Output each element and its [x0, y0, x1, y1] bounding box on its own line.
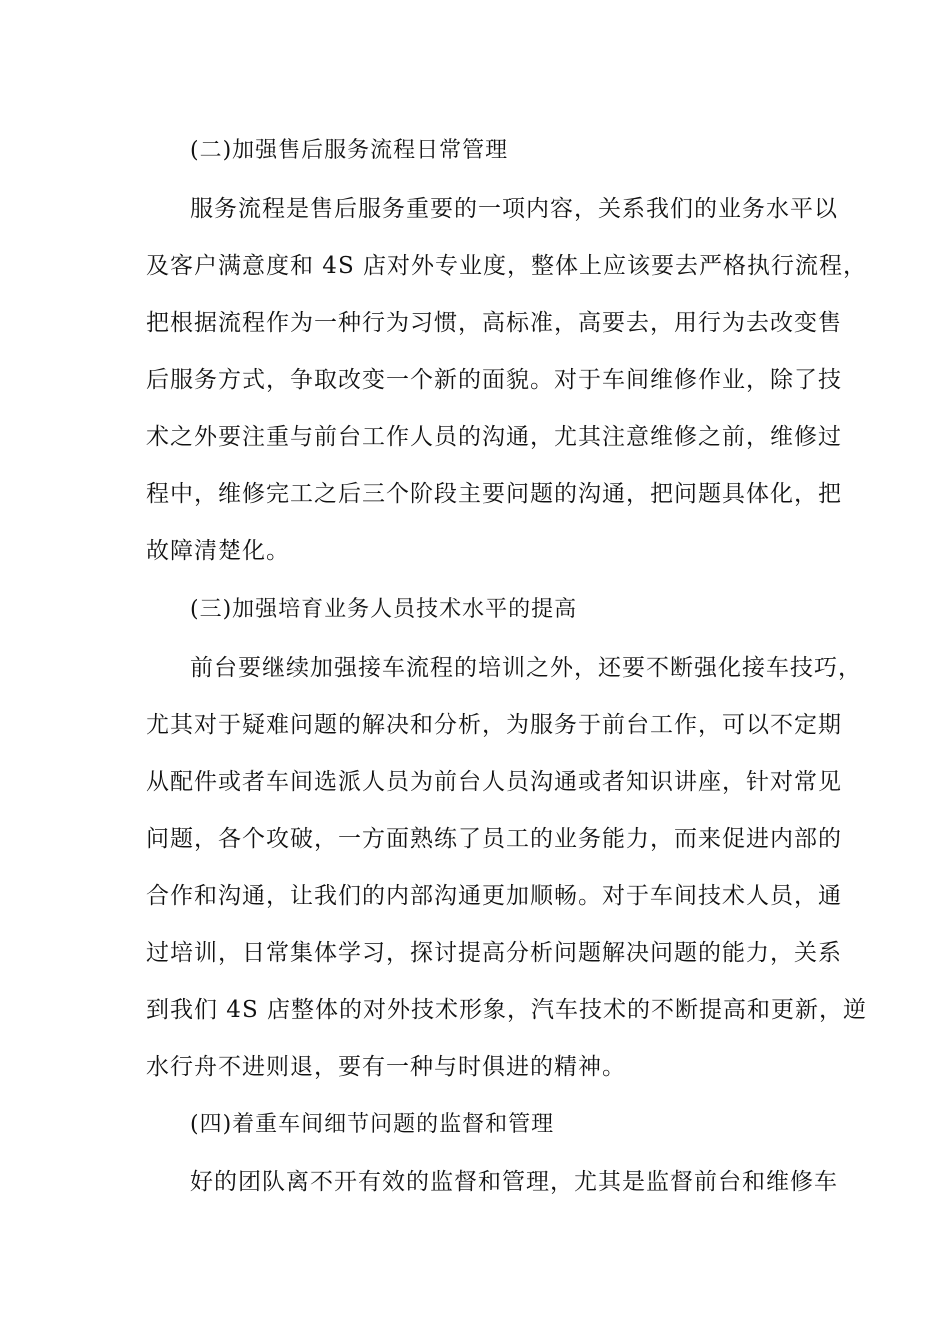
- section-heading-3: (三)加强培育业务人员技术水平的提高: [190, 597, 578, 622]
- paragraph-line: 过培训，日常集体学习，探讨提高分析问题解决问题的能力，关系: [146, 940, 842, 966]
- paragraph-line: 好的团队离不开有效的监督和管理，尤其是监督前台和维修车: [190, 1169, 838, 1195]
- section-heading-2: (二)加强售后服务流程日常管理: [190, 138, 509, 163]
- paragraph-line: 水行舟不进则退，要有一种与时俱进的精神。: [146, 1054, 626, 1080]
- paragraph-line: 把根据流程作为一种行为习惯，高标准，高要去，用行为去改变售: [146, 310, 842, 336]
- paragraph-line: 前台要继续加强接车流程的培训之外，还要不断强化接车技巧，: [190, 655, 862, 681]
- section-heading-4: (四)着重车间细节问题的监督和管理: [190, 1112, 555, 1137]
- paragraph-line: 术之外要注重与前台工作人员的沟通，尤其注意维修之前，维修过: [146, 424, 842, 450]
- paragraph-line: 服务流程是售后服务重要的一项内容，关系我们的业务水平以: [190, 196, 838, 222]
- paragraph-line: 及客户满意度和 4S 店对外专业度，整体上应该要去严格执行流程，: [146, 253, 868, 279]
- paragraph-line: 到我们 4S 店整体的对外技术形象，汽车技术的不断提高和更新，逆: [146, 997, 868, 1023]
- paragraph-line: 尤其对于疑难问题的解决和分析，为服务于前台工作，可以不定期: [146, 712, 842, 738]
- paragraph-line: 从配件或者车间选派人员为前台人员沟通或者知识讲座，针对常见: [146, 769, 842, 795]
- paragraph-line: 故障清楚化。: [146, 538, 290, 564]
- paragraph-line: 程中，维修完工之后三个阶段主要问题的沟通，把问题具体化，把: [146, 481, 842, 507]
- paragraph-line: 后服务方式，争取改变一个新的面貌。对于车间维修作业，除了技: [146, 367, 842, 393]
- paragraph-line: 问题，各个攻破，一方面熟练了员工的业务能力，而来促进内部的: [146, 826, 842, 852]
- paragraph-line: 合作和沟通，让我们的内部沟通更加顺畅。对于车间技术人员，通: [146, 883, 842, 909]
